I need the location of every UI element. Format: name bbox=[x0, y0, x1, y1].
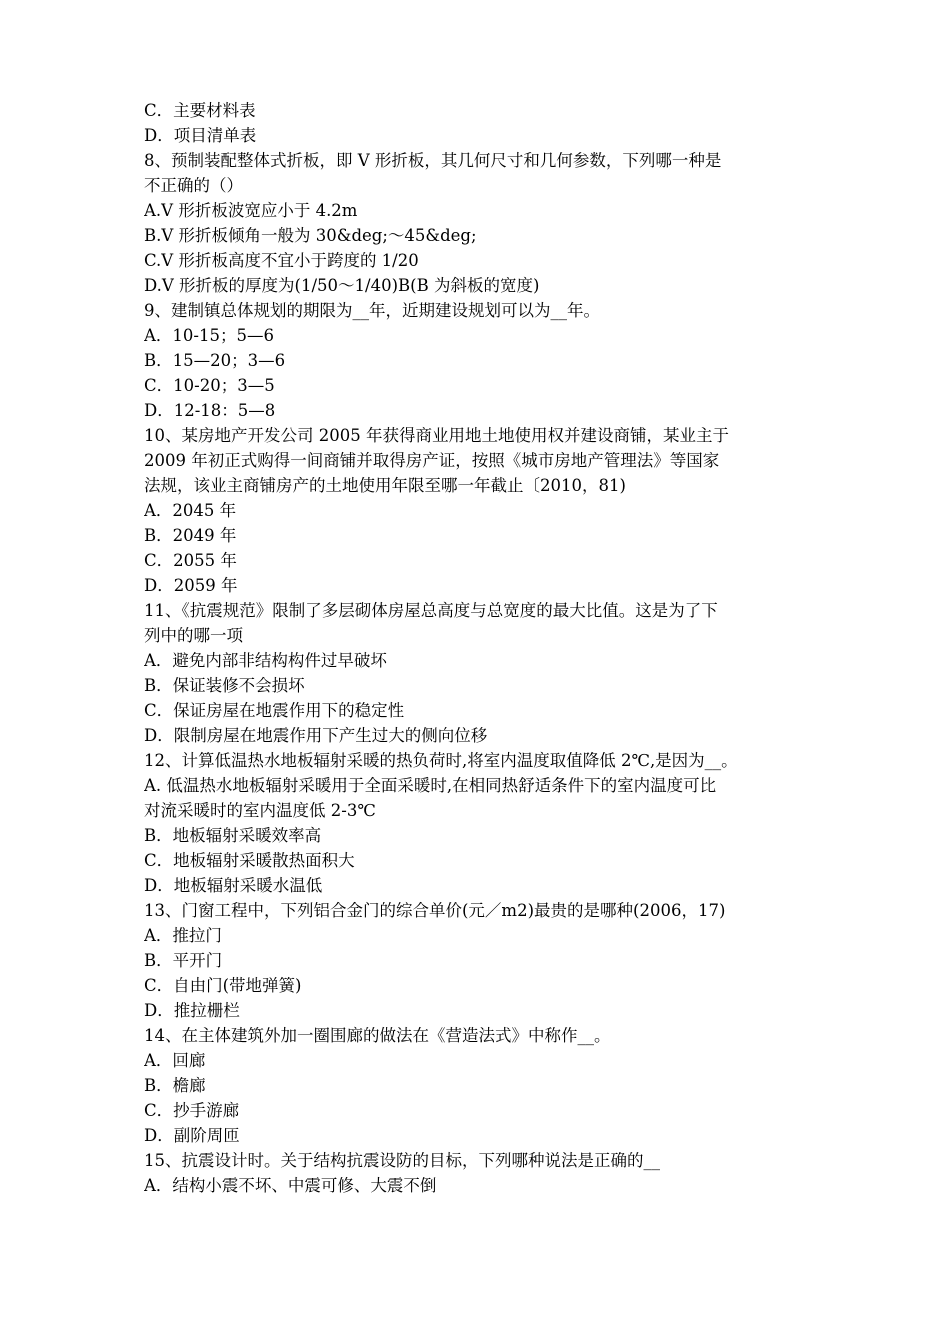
question-8-line-2: 不正确的（） bbox=[144, 176, 243, 195]
question-13-option-b: B．平开门 bbox=[144, 951, 223, 970]
question-9-line: 9、建制镇总体规划的期限为__年，近期建设规划可以为__年。 bbox=[144, 301, 600, 320]
question-10-line-1: 10、某房地产开发公司 2005 年获得商业用地土地使用权并建设商铺，某业主于 bbox=[144, 426, 729, 445]
question-8-option-b: B.V 形折板倾角一般为 30&deg;～45&deg; bbox=[144, 226, 477, 245]
question-10-option-d: D．2059 年 bbox=[144, 576, 238, 595]
question-8-line-1: 8、预制装配整体式折板，即 V 形折板，其几何尺寸和几何参数，下列哪一种是 bbox=[144, 151, 722, 170]
question-9-option-c: C．10-20；3—5 bbox=[144, 376, 275, 395]
question-11-line-2: 列中的哪一项 bbox=[144, 626, 243, 645]
question-12-option-a-line-1: A. 低温热水地板辐射采暖用于全面采暖时,在相同热舒适条件下的室内温度可比 bbox=[144, 776, 717, 795]
question-14-option-b: B．檐廊 bbox=[144, 1076, 206, 1095]
question-14-option-d: D．副阶周匝 bbox=[144, 1126, 240, 1145]
question-13-line: 13、门窗工程中，下列铝合金门的综合单价(元／m2)最贵的是哪种(2006，17) bbox=[144, 901, 726, 920]
question-10-line-2: 2009 年初正式购得一间商铺并取得房产证，按照《城市房地产管理法》等国家 bbox=[144, 451, 720, 470]
question-8-option-d: D.V 形折板的厚度为(1/50～1/40)B(B 为斜板的宽度) bbox=[144, 276, 540, 295]
question-13-option-c: C．自由门(带地弹簧) bbox=[144, 976, 302, 995]
question-14-option-a: A．回廊 bbox=[144, 1051, 206, 1070]
question-9-option-d: D．12-18：5—8 bbox=[144, 401, 276, 420]
question-12-option-d: D．地板辐射采暖水温低 bbox=[144, 876, 323, 895]
question-11-option-a: A．避免内部非结构构件过早破坏 bbox=[144, 651, 387, 670]
question-13-option-d: D．推拉栅栏 bbox=[144, 1001, 240, 1020]
question-8-option-c: C.V 形折板高度不宜小于跨度的 1/20 bbox=[144, 251, 419, 270]
question-11-option-d: D．限制房屋在地震作用下产生过大的侧向位移 bbox=[144, 726, 488, 745]
question-12-option-a-line-2: 对流采暖时的室内温度低 2-3℃ bbox=[144, 801, 376, 820]
option-c-line: C．主要材料表 bbox=[144, 101, 256, 120]
question-14-option-c: C．抄手游廊 bbox=[144, 1101, 240, 1120]
question-15-option-a: A．结构小震不坏、中震可修、大震不倒 bbox=[144, 1176, 437, 1195]
question-11-line-1: 11、《抗震规范》限制了多层砌体房屋总高度与总宽度的最大比值。这是为了下 bbox=[144, 601, 718, 620]
question-9-option-a: A．10-15；5—6 bbox=[144, 326, 274, 345]
question-12-option-c: C．地板辐射采暖散热面积大 bbox=[144, 851, 355, 870]
question-15-line: 15、抗震设计时。关于结构抗震设防的目标，下列哪种说法是正确的__ bbox=[144, 1151, 660, 1170]
question-9-option-b: B．15—20；3—6 bbox=[144, 351, 286, 370]
question-12-line: 12、计算低温热水地板辐射采暖的热负荷时,将室内温度取值降低 2℃,是因为__。 bbox=[144, 751, 738, 770]
document-body bbox=[144, 98, 810, 1198]
question-11-option-c: C．保证房屋在地震作用下的稳定性 bbox=[144, 701, 405, 720]
question-11-option-b: B．保证装修不会损坏 bbox=[144, 676, 305, 695]
question-12-option-b: B．地板辐射采暖效率高 bbox=[144, 826, 322, 845]
question-10-line-3: 法规，该业主商铺房产的土地使用年限至哪一年截止〔2010，81) bbox=[144, 476, 626, 495]
question-10-option-b: B．2049 年 bbox=[144, 526, 237, 545]
question-13-option-a: A．推拉门 bbox=[144, 926, 222, 945]
question-10-option-a: A．2045 年 bbox=[144, 501, 237, 520]
option-d-line: D．项目清单表 bbox=[144, 126, 257, 145]
question-14-line: 14、在主体建筑外加一圈围廊的做法在《营造法式》中称作__。 bbox=[144, 1026, 611, 1045]
question-8-option-a: A.V 形折板波宽应小于 4.2m bbox=[144, 201, 358, 220]
question-10-option-c: C．2055 年 bbox=[144, 551, 237, 570]
